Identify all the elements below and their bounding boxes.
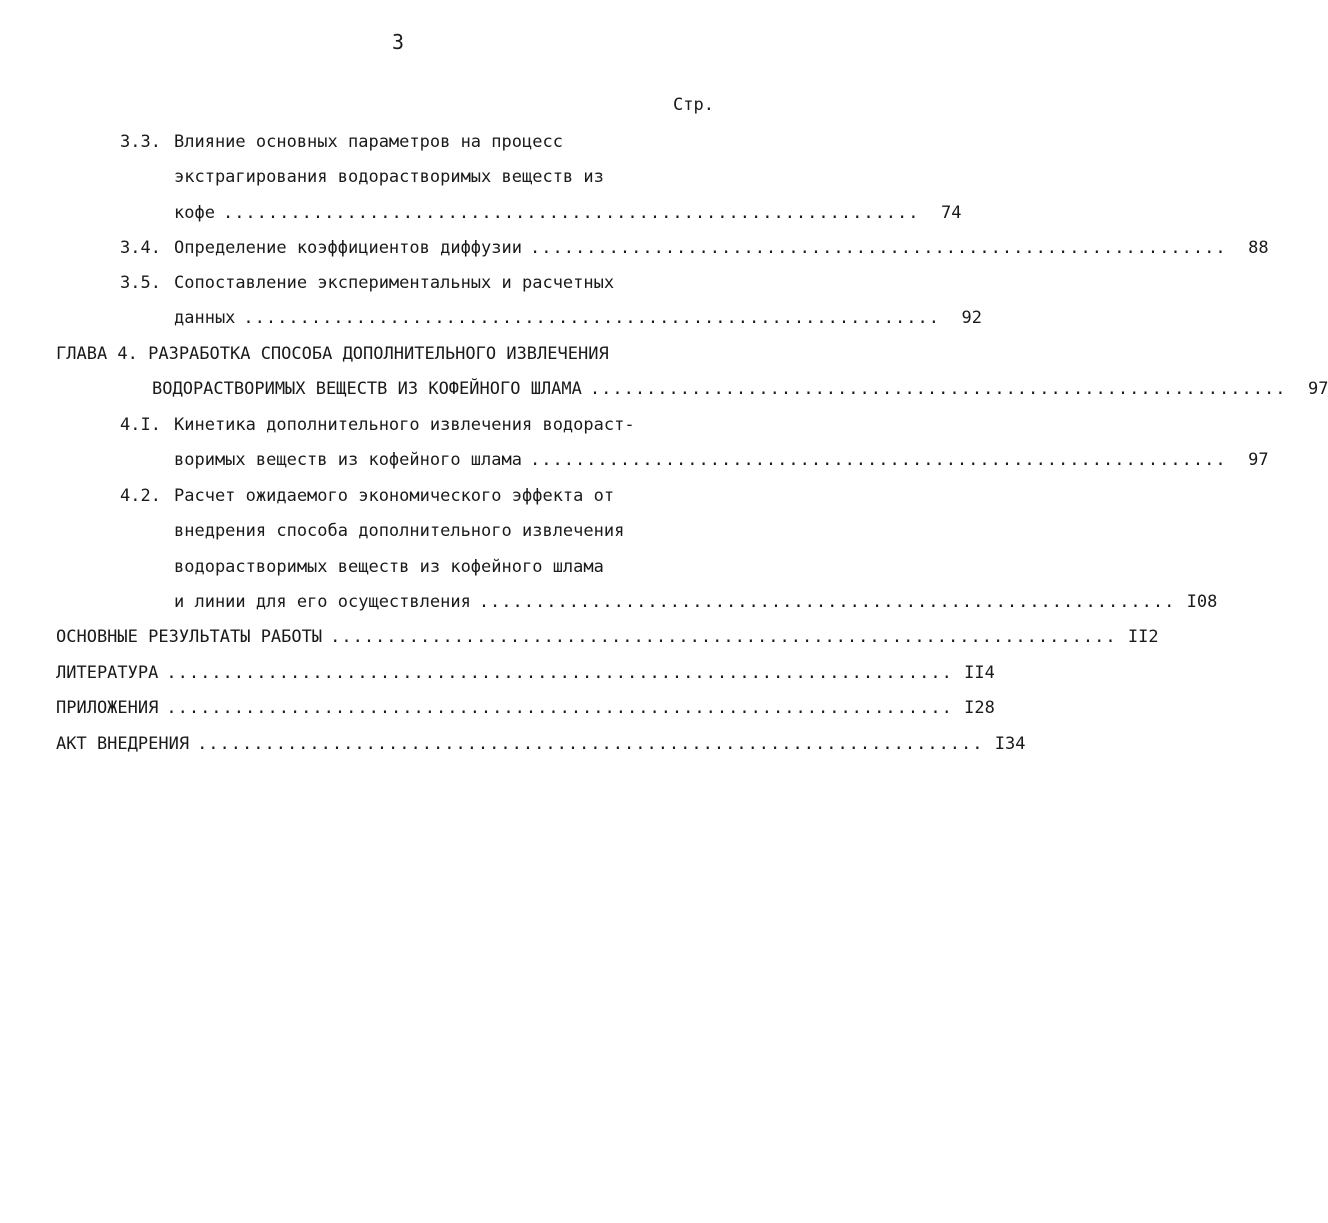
toc-page-number: 74 — [941, 203, 962, 223]
toc-entry-3-4 — [120, 233, 1269, 263]
toc-page-number: 92 — [961, 308, 982, 328]
toc-entry-text: Кинетика дополнительного извлечения водораст- — [174, 415, 635, 435]
toc-entry-4-2-line-4 — [174, 587, 1218, 617]
dot-leader: ...................................................................... — [197, 734, 984, 754]
toc-page-number: 97 — [1248, 450, 1269, 470]
toc-page-number: II2 — [1127, 627, 1159, 647]
toc-entry-text: воримых веществ из кофейного шлама — [174, 450, 522, 470]
toc-entry-3-3-line-1 — [120, 127, 720, 157]
toc-entry-4-1-line-1 — [120, 410, 720, 440]
dot-leader: .............................................................. — [530, 238, 1227, 258]
toc-entry-text: внедрения способа дополнительного извлечения — [174, 521, 625, 541]
toc-entry-text: экстрагирования водорастворимых веществ из — [174, 167, 604, 187]
toc-page-number: I28 — [964, 698, 995, 718]
toc-entry-4-1-line-2 — [174, 445, 1269, 475]
toc-entry-text: ЛИТЕРАТУРА — [56, 663, 159, 683]
toc-entry-4-2-line-1 — [120, 481, 720, 511]
dot-leader: .............................................................. — [478, 592, 1176, 612]
toc-entry-text: АКТ ВНЕДРЕНИЯ — [56, 734, 190, 754]
dot-leader: ...................................................................... — [166, 698, 953, 718]
toc-entry-3-3-line-3 — [174, 198, 962, 228]
toc-entry-number: 3.5. — [120, 273, 161, 293]
toc-entry-text: кофе — [174, 203, 215, 223]
toc-entry-text: Влияние основных параметров на процесс — [174, 132, 563, 152]
toc-entry-results — [56, 622, 1159, 652]
toc-entry-3-5-line-2 — [174, 303, 982, 333]
toc-page-number: 88 — [1248, 238, 1269, 258]
dot-leader: ...................................................................... — [166, 663, 953, 683]
toc-entry-appendices — [56, 693, 995, 723]
toc-page-number: I34 — [994, 734, 1026, 754]
toc-entry-act — [56, 729, 1026, 759]
toc-entry-number: 3.3. — [120, 132, 161, 152]
toc-entry-text: ПРИЛОЖЕНИЯ — [56, 698, 159, 718]
toc-entry-number: 3.4. — [120, 238, 161, 258]
toc-chapter-4-line-2 — [152, 374, 1328, 404]
page-number: 3 — [391, 30, 405, 54]
toc-entry-3-5-line-1 — [120, 268, 720, 298]
toc-chapter-title: ВОДОРАСТВОРИМЫХ ВЕЩЕСТВ ИЗ КОФЕЙНОГО ШЛАМА — [152, 379, 582, 399]
toc-page-number: II4 — [964, 663, 995, 683]
toc-entry-number: 4.I. — [120, 415, 161, 435]
toc-entry-3-3-line-2 — [174, 162, 714, 192]
dot-leader: .............................................................. — [222, 203, 920, 223]
toc-entry-text: ОСНОВНЫЕ РЕЗУЛЬТАТЫ РАБОТЫ — [56, 627, 323, 647]
toc-chapter-title: ГЛАВА 4. РАЗРАБОТКА СПОСОБА ДОПОЛНИТЕЛЬНОГО ИЗВЛЕЧЕНИЯ — [56, 344, 609, 364]
toc-entry-4-2-line-3 — [174, 552, 714, 582]
dot-leader: ...................................................................... — [330, 627, 1117, 647]
toc-entry-text: и линии для его осуществления — [174, 592, 471, 612]
toc-entry-number: 4.2. — [120, 486, 161, 506]
toc-page-number: 97 — [1307, 379, 1328, 399]
toc-entry-text: водорастворимых веществ из кофейного шлама — [174, 557, 604, 577]
page-column-label: Стр. — [673, 95, 714, 115]
dot-leader: .............................................................. — [243, 308, 940, 328]
toc-entry-text: 3.4. Определение коэффициентов диффузии — [120, 233, 522, 263]
toc-entry-literature — [56, 658, 995, 688]
dot-leader: .............................................................. — [589, 379, 1287, 399]
toc-chapter-4-line-1 — [56, 339, 736, 369]
toc-entry-text: данных — [174, 308, 236, 328]
dot-leader: .............................................................. — [530, 450, 1227, 470]
toc-entry-text: Сопоставление экспериментальных и расчетных — [174, 273, 615, 293]
toc-entry-4-2-line-2 — [174, 516, 734, 546]
toc-entry-text: Расчет ожидаемого экономического эффекта от — [174, 486, 615, 506]
toc-page-number: I08 — [1186, 592, 1218, 612]
